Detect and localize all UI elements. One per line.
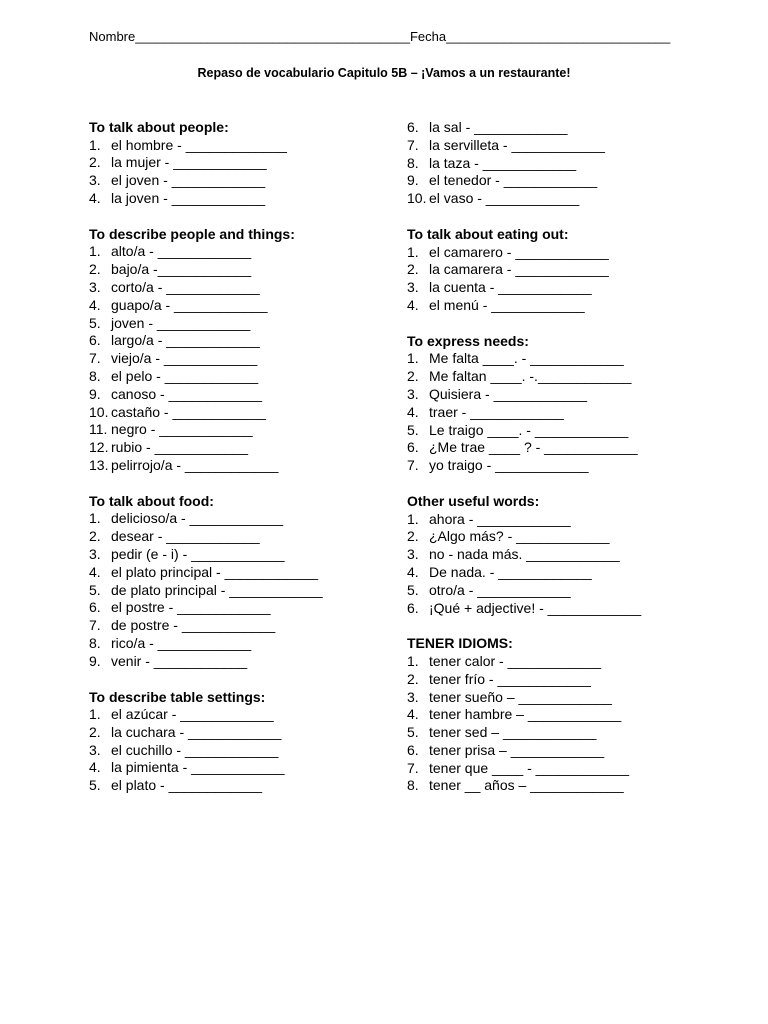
item-number: 3. <box>89 278 101 295</box>
item-number: 4. <box>407 706 419 723</box>
vocab-item <box>89 742 389 760</box>
vocab-item <box>89 635 389 653</box>
item-text: bajo/a -____________ <box>111 261 252 278</box>
item-number: 6. <box>407 741 419 758</box>
item-text: ¿Algo más? - ____________ <box>429 528 610 545</box>
vocab-item <box>89 599 389 617</box>
item-text: la mujer - ____________ <box>111 154 267 171</box>
item-number: 6. <box>407 599 419 616</box>
item-number: 3. <box>407 279 419 296</box>
section-title: Other useful words: <box>407 492 540 509</box>
vocab-item <box>89 350 389 368</box>
item-number: 5. <box>89 581 101 598</box>
item-text: tener sueño – ____________ <box>429 688 612 705</box>
vocab-item <box>89 243 389 261</box>
vocab-item <box>407 724 707 742</box>
item-text: tener sed – ____________ <box>429 724 597 741</box>
vocab-item <box>89 297 389 315</box>
item-text: el hombre - _____________ <box>111 136 287 153</box>
vocab-item <box>89 706 389 724</box>
item-number: 5. <box>89 777 101 794</box>
item-number: 2. <box>407 670 419 687</box>
vocab-item <box>89 617 389 635</box>
item-number: 3. <box>407 546 419 563</box>
vocab-item <box>89 386 389 404</box>
vocab-section <box>89 689 389 796</box>
vocab-item <box>89 653 389 671</box>
vocab-item <box>89 510 389 528</box>
item-text: el azúcar - ____________ <box>111 706 274 723</box>
item-number: 3. <box>89 741 101 758</box>
vocab-item <box>89 777 389 795</box>
nombre-field[interactable]: Nombre______________________________________ <box>89 29 410 44</box>
item-text: ¡Qué + adjective! - ____________ <box>429 599 642 616</box>
item-text: viejo/a - ____________ <box>111 350 258 367</box>
item-number: 2. <box>407 528 419 545</box>
item-number: 5. <box>407 421 419 438</box>
vocab-item <box>407 422 707 440</box>
item-text: tener frío - ____________ <box>429 670 591 687</box>
item-number: 1. <box>407 652 419 669</box>
item-number: 10. <box>407 190 427 207</box>
vocab-item <box>89 582 389 600</box>
item-number: 6. <box>407 119 419 135</box>
vocab-item <box>89 439 389 457</box>
vocab-item <box>89 404 389 422</box>
item-number: 7. <box>407 457 419 474</box>
vocab-item <box>407 261 707 279</box>
vocab-item <box>89 421 389 439</box>
item-text: tener __ años – ____________ <box>429 777 624 794</box>
item-text: el plato principal - ____________ <box>111 563 319 580</box>
vocab-item <box>89 457 389 475</box>
item-number: 1. <box>89 510 101 527</box>
item-text: tener prisa – ____________ <box>429 741 605 758</box>
item-number: 8. <box>407 154 419 171</box>
item-text: el cuchillo - ____________ <box>111 741 279 758</box>
item-text: la pimienta - ____________ <box>111 759 285 776</box>
worksheet-title: Repaso de vocabulario Capitulo 5B – ¡Vamos a un restaurante! <box>197 66 571 80</box>
item-number: 7. <box>89 617 101 634</box>
item-number: 4. <box>407 403 419 420</box>
vocab-item <box>89 332 389 350</box>
item-text: la cuenta - ____________ <box>429 279 592 296</box>
vocab-item <box>89 315 389 333</box>
vocab-item <box>407 528 707 546</box>
vocab-item <box>89 154 389 172</box>
vocab-section <box>407 226 707 315</box>
item-text: de plato principal - ____________ <box>111 581 323 598</box>
item-text: alto/a - ____________ <box>111 243 252 260</box>
vocab-item <box>407 368 707 386</box>
item-number: 4. <box>89 563 101 580</box>
vocab-item <box>407 457 707 475</box>
item-number: 4. <box>89 189 101 206</box>
vocab-item <box>407 119 707 137</box>
item-number: 5. <box>407 724 419 741</box>
vocab-item <box>89 564 389 582</box>
section-title: To talk about food: <box>89 492 214 509</box>
vocab-item <box>407 244 707 262</box>
vocab-section <box>407 119 707 208</box>
item-text: el pelo - ____________ <box>111 367 259 384</box>
vocab-item <box>407 137 707 155</box>
item-text: el plato - ____________ <box>111 777 263 794</box>
item-text: castaño - ____________ <box>111 403 266 420</box>
vocab-item <box>89 261 389 279</box>
item-text: Me falta ____. - ____________ <box>429 350 624 367</box>
item-text: tener calor - ____________ <box>429 652 602 669</box>
item-text: de postre - ____________ <box>111 617 276 634</box>
item-number: 8. <box>407 777 419 794</box>
vocab-item <box>407 439 707 457</box>
item-text: el joven - ____________ <box>111 172 266 189</box>
item-number: 6. <box>89 599 101 616</box>
item-text: negro - ____________ <box>111 421 253 438</box>
item-number: 1. <box>407 510 419 527</box>
item-text: la camarera - ____________ <box>429 261 609 278</box>
item-number: 3. <box>89 545 101 562</box>
item-number: 9. <box>89 652 101 669</box>
item-number: 8. <box>89 367 101 384</box>
vocab-section <box>89 493 389 671</box>
vocab-section <box>407 635 707 795</box>
vocab-item <box>89 190 389 208</box>
item-number: 3. <box>89 172 101 189</box>
vocab-section <box>407 493 707 617</box>
vocab-item <box>407 671 707 689</box>
item-text: la cuchara - ____________ <box>111 723 282 740</box>
item-number: 10. <box>89 403 109 420</box>
item-text: la servilleta - ____________ <box>429 136 605 153</box>
item-text: el camarero - ____________ <box>429 243 609 260</box>
item-text: Quisiera - ____________ <box>429 385 588 402</box>
vocab-section <box>89 119 389 208</box>
section-title: To talk about people: <box>89 119 229 135</box>
item-text: venir - ____________ <box>111 652 248 669</box>
item-text: Le traigo ____. - ____________ <box>429 421 629 438</box>
item-number: 9. <box>89 385 101 402</box>
fecha-field[interactable]: Fecha_______________________________ <box>409 29 671 44</box>
item-text: el postre - ____________ <box>111 599 271 616</box>
vocab-item <box>407 297 707 315</box>
item-number: 4. <box>89 759 101 776</box>
vocab-item <box>407 600 707 618</box>
item-text: pelirrojo/a - ____________ <box>111 456 279 473</box>
item-number: 6. <box>89 332 101 349</box>
item-text: el tenedor - ____________ <box>429 172 598 189</box>
item-text: De nada. - ____________ <box>429 563 592 580</box>
vocab-section <box>407 333 707 475</box>
vocab-item <box>407 777 707 795</box>
item-number: 1. <box>407 243 419 260</box>
item-number: 4. <box>407 563 419 580</box>
item-text: yo traigo - ____________ <box>429 457 589 474</box>
item-number: 2. <box>89 261 101 278</box>
item-number: 4. <box>407 296 419 313</box>
vocab-item <box>407 350 707 368</box>
vocab-item <box>89 137 389 155</box>
item-number: 2. <box>89 154 101 171</box>
item-number: 9. <box>407 172 419 189</box>
item-number: 3. <box>407 385 419 402</box>
item-text: delicioso/a - ____________ <box>111 510 284 527</box>
section-title: To describe people and things: <box>89 225 295 242</box>
item-number: 1. <box>407 350 419 367</box>
item-number: 11. <box>89 421 108 438</box>
vocab-item <box>407 582 707 600</box>
vocab-section <box>89 226 389 475</box>
vocab-item <box>89 279 389 297</box>
vocab-item <box>407 404 707 422</box>
item-text: la joven - ____________ <box>111 189 266 206</box>
item-text: el menú - ____________ <box>429 296 585 313</box>
vocab-item <box>89 528 389 546</box>
item-number: 3. <box>407 688 419 705</box>
right-column <box>407 119 707 813</box>
item-text: traer - ____________ <box>429 403 564 420</box>
item-number: 2. <box>89 723 101 740</box>
vocab-item <box>407 279 707 297</box>
section-title: To express needs: <box>407 332 529 349</box>
item-text: otro/a - ____________ <box>429 581 571 598</box>
item-number: 5. <box>89 314 101 331</box>
vocab-item <box>89 368 389 386</box>
item-number: 8. <box>89 634 101 651</box>
left-column <box>89 119 389 813</box>
item-text: rubio - ____________ <box>111 439 249 456</box>
item-text: desear - ____________ <box>111 528 260 545</box>
vocab-item <box>407 653 707 671</box>
item-text: canoso - ____________ <box>111 385 263 402</box>
item-text: guapo/a - ____________ <box>111 296 268 313</box>
item-number: 13. <box>89 456 109 473</box>
vocab-item <box>407 190 707 208</box>
vocab-item <box>407 386 707 404</box>
item-number: 12. <box>89 439 109 456</box>
item-text: no - nada más. ____________ <box>429 546 620 563</box>
item-text: largo/a - ____________ <box>111 332 260 349</box>
item-text: joven - ____________ <box>111 314 251 331</box>
vocab-item <box>89 724 389 742</box>
item-text: el vaso - ____________ <box>429 190 580 207</box>
item-text: la taza - ____________ <box>429 154 577 171</box>
item-number: 1. <box>89 136 101 153</box>
vocab-item <box>89 172 389 190</box>
item-number: 7. <box>407 759 419 776</box>
item-number: 7. <box>89 350 101 367</box>
item-text: corto/a - ____________ <box>111 278 260 295</box>
item-text: ahora - ____________ <box>429 510 571 527</box>
item-text: rico/a - ____________ <box>111 634 252 651</box>
vocab-item <box>407 546 707 564</box>
vocab-item <box>407 760 707 778</box>
vocab-item <box>407 564 707 582</box>
item-number: 2. <box>89 528 101 545</box>
item-number: 2. <box>407 368 419 385</box>
item-number: 5. <box>407 581 419 598</box>
item-text: tener que ____ - ____________ <box>429 759 630 776</box>
vocab-item <box>407 155 707 173</box>
vocab-item <box>89 546 389 564</box>
item-number: 7. <box>407 136 419 153</box>
name-date-line <box>89 29 670 44</box>
vocab-item <box>407 172 707 190</box>
item-number: 2. <box>407 261 419 278</box>
item-text: tener hambre – ____________ <box>429 706 622 723</box>
section-title: To talk about eating out: <box>407 225 569 242</box>
item-text: ¿Me trae ____ ? - ____________ <box>429 439 638 456</box>
section-title: TENER IDIOMS: <box>407 635 513 652</box>
vocab-item <box>407 742 707 760</box>
item-text: Me faltan ____. -.____________ <box>429 368 632 385</box>
item-number: 6. <box>407 439 419 456</box>
item-text: pedir (e - i) - ____________ <box>111 545 285 562</box>
item-text: la sal - ____________ <box>429 119 568 135</box>
vocab-item <box>407 706 707 724</box>
vocab-item <box>407 689 707 707</box>
vocab-item <box>407 511 707 529</box>
item-number: 1. <box>89 706 101 723</box>
vocab-item <box>89 759 389 777</box>
item-number: 4. <box>89 296 101 313</box>
section-title: To describe table settings: <box>89 688 266 705</box>
item-number: 1. <box>89 243 101 260</box>
